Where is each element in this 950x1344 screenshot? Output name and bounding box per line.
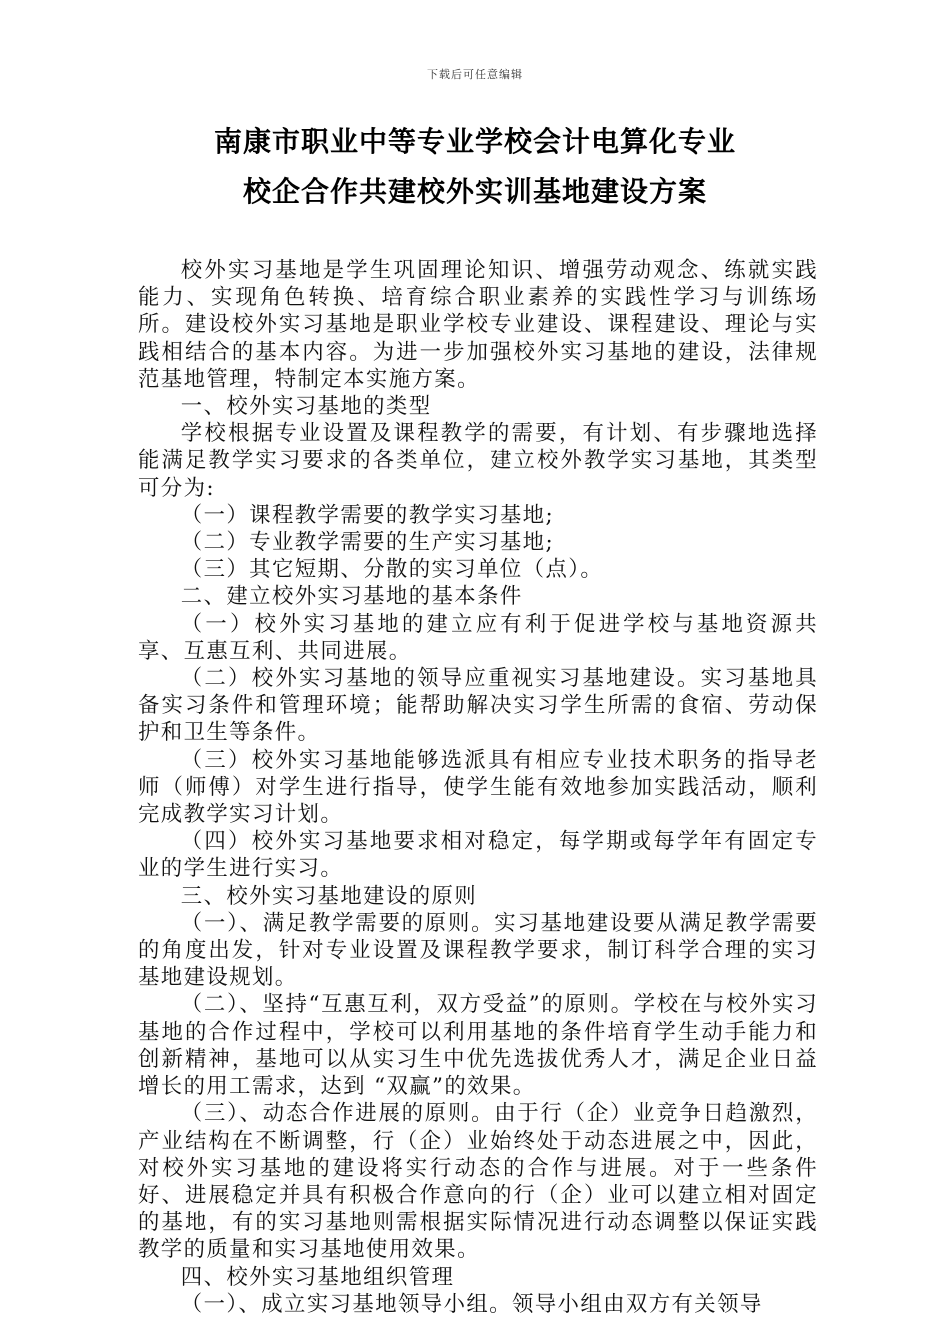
paragraph: （一）、成立实习基地领导小组。领导小组由双方有关领导 [180, 1291, 763, 1317]
list-item: （二）专业教学需要的生产实习基地; [180, 530, 555, 556]
paragraph: （一）、满足教学需要的原则。实习基地建设要从满足教学需要的角度出发，针对专业设置及课程教学要求，制订科学合理的实习基地建设规划。 [138, 910, 818, 991]
paragraph: （一）校外实习基地的建立应有利于促进学校与基地资源共享、互惠互利、共同进展。 [138, 611, 818, 664]
document-title-line-1: 南康市职业中等专业学校会计电算化专业 [213, 125, 736, 158]
paragraph: （三）校外实习基地能够选派具有相应专业技术职务的指导老师（师傅）对学生进行指导，使学生能有效地参加实践活动，顺利完成教学实习计划。 [138, 747, 818, 828]
paragraph: 学校根据专业设置及课程教学的需要，有计划、有步骤地选择能满足教学实习要求的各类单位，建立校外教学实习基地，其类型可分为: [138, 421, 818, 501]
section-heading-1: 一、校外实习基地的类型 [180, 394, 432, 420]
list-item: （三）其它短期、分散的实习单位（点）。 [180, 557, 604, 583]
paragraph: （四）校外实习基地要求相对稳定，每学期或每学年有固定专业的学生进行实习。 [138, 829, 818, 882]
header-note: 下载后可任意编辑 [427, 68, 523, 81]
section-heading-3: 三、校外实习基地建设的原则 [180, 883, 478, 909]
intro-paragraph: 校外实习基地是学生巩固理论知识、增强劳动观念、练就实践能力、实现角色转换、培育综合职业素养的实践性学习与训练场所。建设校外实习基地是职业学校专业建设、课程建设、理论与实践相结合的基本内容。为进一步加强校外实习基地的建设，法律规范基地管理，特制定本实施方案。 [138, 258, 818, 392]
paragraph: （三）、动态合作进展的原则。由于行（企）业竞争日趋激烈，产业结构在不断调整，行（企）业始终处于动态进展之中，因此，对校外实习基地的建设将实行动态的合作与进展。对于一些条件好、进展稳定并具有积极合作意向的行（企）业可以建立相对固定的基地，有的实习基地则需根据实际情况进行动态调整以保证实践教学的质量和实习基地使用效果。 [138, 1101, 818, 1263]
paragraph: （二）、坚持“互惠互利，双方受益”的原则。学校在与校外实习基地的合作过程中，学校可以利用基地的条件培育学生动手能力和创新精神，基地可以从实习生中优先选拔优秀人才，满足企业日益增长的用工需求，达到 “双赢”的效果。 [138, 992, 818, 1100]
list-item: （一）课程教学需要的教学实习基地; [180, 502, 555, 528]
section-heading-4: 四、校外实习基地组织管理 [180, 1264, 455, 1290]
document-title-line-2: 校企合作共建校外实训基地建设方案 [242, 175, 707, 208]
section-heading-2: 二、建立校外实习基地的基本条件 [180, 584, 523, 610]
document-body [138, 257, 818, 1318]
paragraph: （二）校外实习基地的领导应重视实习基地建设。实习基地具备实习条件和管理环境；能帮助解决实习学生所需的食宿、劳动保护和卫生等条件。 [138, 666, 818, 746]
